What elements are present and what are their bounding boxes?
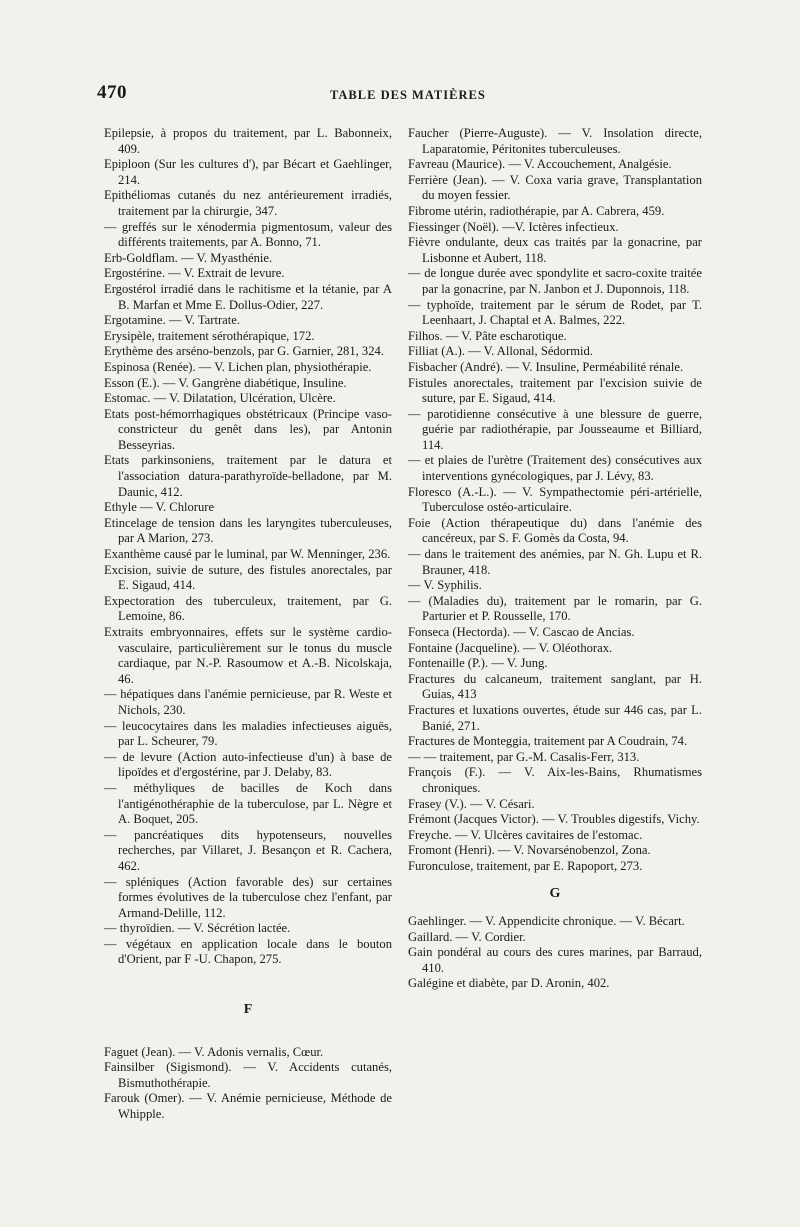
g-entries bbox=[408, 914, 702, 992]
index-entry: — thyroïdien. — V. Sécrétion lactée. bbox=[104, 921, 291, 936]
f-entries bbox=[104, 1045, 392, 1123]
index-entry: Fainsilber (Sigismond). — V. Accidents cutanés, Bismuthothérapie. bbox=[104, 1060, 392, 1090]
page-number: 470 bbox=[97, 82, 127, 103]
index-entry: — dans le traitement des anémies, par N. Gh. Lupu et R. Brauner, 418. bbox=[408, 547, 702, 577]
index-entry: Floresco (A.-L.). — V. Sympathectomie péri-artérielle, Tuberculose ostéo-articulaire. bbox=[408, 484, 702, 515]
page-header bbox=[0, 82, 800, 106]
index-entry: Erysipèle, traitement sérothérapique, 172. bbox=[104, 328, 315, 343]
index-entry: Fontaine (Jacqueline). — V. Oléothorax. bbox=[408, 640, 613, 655]
right-column bbox=[408, 126, 702, 992]
index-entry: Erythème des arséno-benzols, par G. Garnier, 281, 324. bbox=[104, 344, 384, 359]
index-entry: Fromont (Henri). — V. Novarsénobenzol, Zona. bbox=[408, 843, 651, 858]
index-entry: Fièvre ondulante, deux cas traités par la gonacrine, par Lisbonne et Aubert, 118. bbox=[408, 235, 702, 265]
index-entry: Expectoration des tuberculeux, traitement, par G. Lemoine, 86. bbox=[104, 593, 392, 624]
index-entry: Excision, suivie de suture, des fistules anorectales, par E. Sigaud, 414. bbox=[104, 562, 392, 593]
index-entry: Foie (Action thérapeutique du) dans l'anémie des cancéreux, par S. F. Gomès da Costa, 94. bbox=[408, 515, 702, 546]
left-column bbox=[104, 126, 392, 1123]
right-entries bbox=[408, 126, 702, 875]
index-entry: Espinosa (Renée). — V. Lichen plan, physiothérapie. bbox=[104, 359, 372, 374]
index-entry: Fractures de Monteggia, traitement par A Coudrain, 74. bbox=[408, 734, 688, 749]
index-entry: Ergotamine. — V. Tartrate. bbox=[104, 313, 240, 328]
index-entry: Exanthème causé par le luminal, par W. Menninger, 236. bbox=[104, 547, 391, 562]
index-entry: — et plaies de l'urètre (Traitement des) consécutives aux interventions gynécologiques, par J. Lévy, 83. bbox=[408, 453, 702, 484]
index-entry: — hépatiques dans l'anémie pernicieuse, par R. Weste et Nichols, 230. bbox=[104, 687, 392, 717]
index-entry: — — traitement, par G.-M. Casalis-Ferr, 313. bbox=[408, 749, 640, 764]
index-entry: Filhos. — V. Pâte escharotique. bbox=[408, 328, 567, 343]
index-entry: — parotidienne consécutive à une blessure de guerre, guérie par radiothérapie, par Jousseaume et Billiard, 114. bbox=[408, 406, 702, 452]
index-entry: Esson (E.). — V. Gangrène diabétique, Insuline. bbox=[104, 375, 347, 390]
index-entry: François (F.). — V. Aix-les-Bains, Rhumatismes chroniques. bbox=[408, 765, 702, 795]
index-entry: Fisbacher (André). — V. Insuline, Perméabilité rénale. bbox=[408, 359, 684, 374]
index-entry: Etats post-hémorrhagiques obstétricaux (Principe vaso-constricteur du genêt dans les), par Antonin Besseyrias. bbox=[104, 406, 392, 452]
index-entry: Erb-Goldflam. — V. Myasthénie. bbox=[104, 250, 273, 265]
index-entry: Farouk (Omer). — V. Anémie pernicieuse, Méthode de Whipple. bbox=[104, 1091, 392, 1122]
index-entry: Fibrome utérin, radiothérapie, par A. Cabrera, 459. bbox=[408, 203, 665, 218]
index-entry: Fonseca (Hectorda). — V. Cascao de Ancias. bbox=[408, 625, 635, 639]
index-entry: Galégine et diabète, par D. Aronin, 402. bbox=[408, 976, 610, 991]
index-entry: Favreau (Maurice). — V. Accouchement, Analgésie. bbox=[408, 157, 672, 172]
index-entry: Epithéliomas cutanés du nez antérieurement irradiés, traitement par la chirurgie, 347. bbox=[104, 188, 392, 218]
index-entry: Extraits embryonnaires, effets sur le système cardio-vasculaire, particulièrement sur le tonus du muscle cardiaque, par N.-P. Rasoumow et A.-B. Nicolskaja, 46. bbox=[104, 625, 392, 686]
left-entries bbox=[104, 126, 392, 968]
index-entry: Epiploon (Sur les cultures d'), par Bécart et Gaehlinger, 214. bbox=[104, 157, 392, 187]
index-entry: Faguet (Jean). — V. Adonis vernalis, Cœur. bbox=[104, 1044, 324, 1059]
index-entry: Fiessinger (Noël). —V. Ictères infectieux. bbox=[408, 219, 619, 234]
index-entry: Fistules anorectales, traitement par l'excision suivie de suture, par E. Sigaud, 414. bbox=[408, 375, 702, 406]
index-entry: — méthyliques de bacilles de Koch dans l'antigénothéraphie de la tuberculose, par L. Nègre et A. Boquet, 205. bbox=[104, 780, 392, 827]
index-entry: Epilepsie, à propos du traitement, par L. Babonneix, 409. bbox=[104, 126, 392, 156]
index-entry: Ergostérine. — V. Extrait de levure. bbox=[104, 266, 285, 281]
index-entry: — leucocytaires dans les maladies infectieuses aiguës, par L. Scheurer, 79. bbox=[104, 718, 392, 749]
index-entry: — greffés sur le xénodermia pigmentosum, valeur des différents traitements, par A. Bonno, 71. bbox=[104, 219, 392, 250]
index-entry: Freyche. — V. Ulcères cavitaires de l'estomac. bbox=[408, 827, 643, 842]
index-entry: Frasey (V.). — V. Césari. bbox=[408, 796, 535, 811]
index-entry: Frémont (Jacques Victor). — V. Troubles digestifs, Vichy. bbox=[408, 812, 700, 827]
section-heading-f: F bbox=[243, 1002, 253, 1018]
index-entry: — de longue durée avec spondylite et sacro-coxite traitée par la gonacrine, par N. Janbon et J. Duponnois, 118. bbox=[408, 266, 702, 296]
index-entry: Gaehlinger. — V. Appendicite chronique. — V. Bécart. bbox=[408, 914, 685, 929]
index-entry: Ferrière (Jean). — V. Coxa varia grave, Transplantation du moyen fessier. bbox=[408, 172, 702, 203]
index-entry: Fractures du calcaneum, traitement sanglant, par H. Guias, 413 bbox=[408, 671, 702, 702]
index-entry: Gain pondéral au cours des cures marines, par Barraud, 410. bbox=[408, 945, 702, 975]
running-title: TABLE DES MATIÈRES bbox=[330, 88, 486, 102]
index-entry: Ergostérol irradié dans le rachitisme et la tétanie, par A B. Marfan et Mme E. Dollus-Odier, 227. bbox=[104, 281, 392, 312]
index-entry: Etincelage de tension dans les laryngites tuberculeuses, par A Marion, 273. bbox=[104, 515, 392, 546]
index-entry: Furonculose, traitement, par E. Rapoport, 273. bbox=[408, 858, 643, 873]
index-entry: — (Maladies du), traitement par le romarin, par G. Parturier et P. Rousselle, 170. bbox=[408, 593, 702, 624]
index-entry: Ethyle — V. Chlorure bbox=[104, 500, 215, 515]
index-entry: Etats parkinsoniens, traitement par le datura et l'association datura-parathyroïde-belladone, par M. Daunic, 412. bbox=[104, 453, 392, 499]
index-entry: — pancréatiques dits hypotenseurs, nouvelles recherches, par Villaret, J. Besançon et R. Cachera, 462. bbox=[104, 827, 392, 873]
index-entry: Filliat (A.). — V. Allonal, Sédormid. bbox=[408, 344, 593, 359]
index-entry: — typhoïde, traitement par le sérum de Rodet, par T. Leenhaart, J. Chaptal et A. Balmes, 222. bbox=[408, 297, 702, 328]
index-entry: Faucher (Pierre-Auguste). — V. Insolation directe, Laparatomie, Péritonites tuberculeuses. bbox=[408, 126, 702, 156]
index-entry: Gaillard. — V. Cordier. bbox=[408, 929, 526, 944]
section-heading-g: G bbox=[549, 885, 561, 901]
index-entry: — végétaux en application locale dans le bouton d'Orient, par F -U. Chapon, 275. bbox=[104, 936, 392, 967]
index-entry: Fractures et luxations ouvertes, étude sur 446 cas, par L. Banié, 271. bbox=[408, 702, 702, 733]
index-entry: — de levure (Action auto-infectieuse d'un) à base de lipoïdes et d'ergostérine, par J. Delaby, 83. bbox=[104, 749, 392, 780]
index-entry: — V. Syphilis. bbox=[408, 578, 482, 593]
index-entry: Fontenaille (P.). — V. Jung. bbox=[408, 656, 548, 671]
index-entry: — spléniques (Action favorable des) sur certaines formes évolutives de la tuberculose chez l'enfant, par Armand-Delille, 112. bbox=[104, 874, 392, 920]
index-entry: Estomac. — V. Dilatation, Ulcération, Ulcère. bbox=[104, 391, 336, 406]
